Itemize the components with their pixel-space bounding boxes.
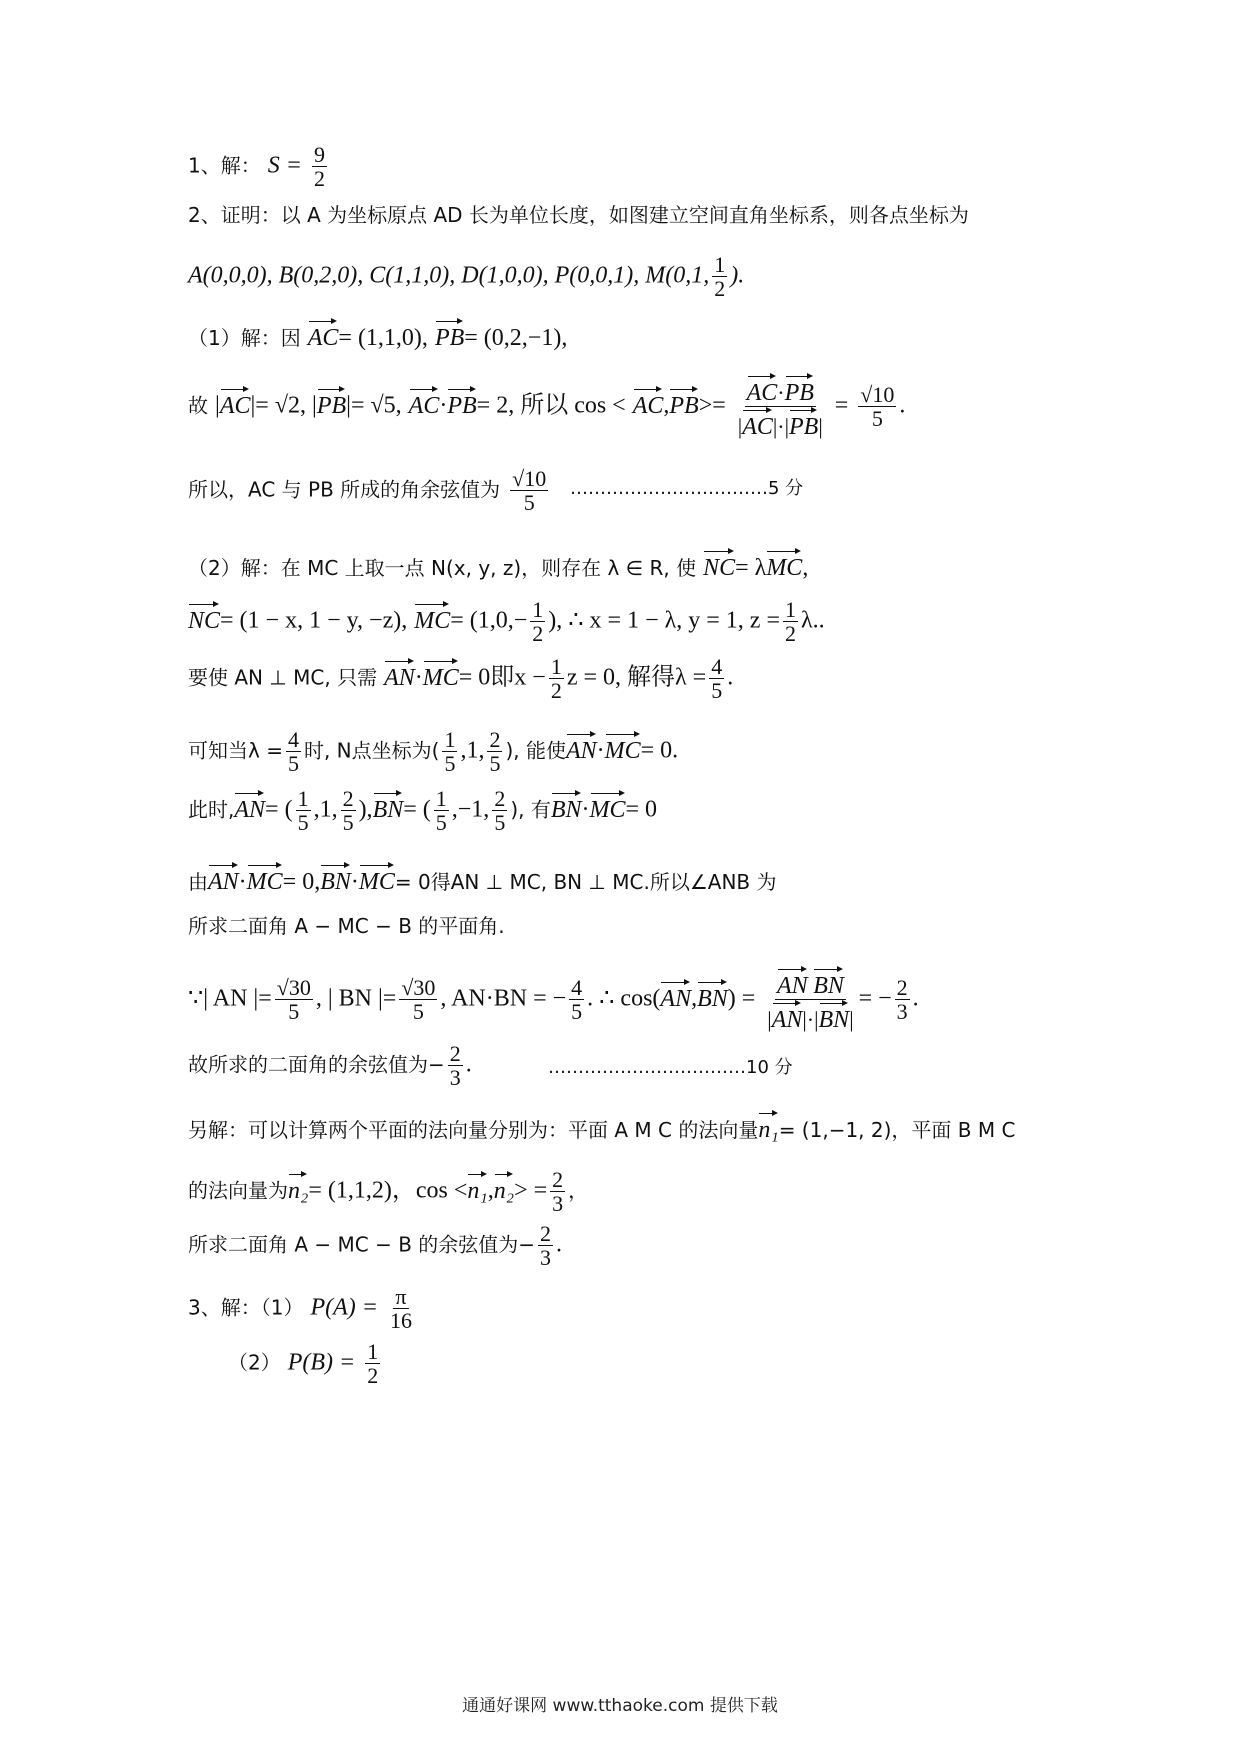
part2-line4: 可知当λ = $\frac{4}{5}$ 时, N点坐标为( $\frac{1}{5}$ ,1, $\frac{2}{5}$ ), 能使AN·MC= 0.	[188, 727, 679, 777]
part1-line1: （1）解：因 AC= (1,1,0), PB= (0,2,−1),	[188, 318, 567, 350]
part2-conclusion: 故所求的二面角的余弦值为− $\frac{2}{3}$ .	[188, 1041, 472, 1091]
q3-line2: （2） P(B) = $\frac{1}{2}$	[228, 1339, 379, 1389]
part2-line1: （2）解：在 MC 上取一点 N(x, y, z)，则存在 λ ∈ R, 使 NC= λMC,	[188, 548, 808, 580]
alt-line2: 的法向量为n₂= (1,1,2)，cos <n₁,n₂> = $\frac{2}{3}$ ，	[188, 1167, 589, 1217]
vec-AC: AC	[308, 318, 339, 350]
cos-fraction: $\frac{AC\cdot PB}{|AC|\cdot|PB|}$	[736, 373, 825, 440]
q1-line	[188, 143, 330, 190]
q1-label: 1、解：	[188, 153, 261, 178]
q1-expr: S =	[267, 152, 302, 179]
q3-line1: 3、解：（1） P(A) = $\frac{\pi}{16}$	[188, 1284, 412, 1334]
alt-line1: 另解：可以计算两个平面的法向量分别为：平面 A M C 的法向量n₁= (1,−1, 2)，平面 B M C	[188, 1110, 1015, 1142]
q2-coords: A(0,0,0), B(0,2,0), C(1,1,0), D(1,0,0), P(0,0,1), M(0,1, $\frac{1}{2}$ ).	[188, 252, 745, 302]
part2-line6: 由AN·MC= 0,BN·MC= 0得AN ⊥ MC, BN ⊥ MC.所以∠ANB 为	[188, 862, 777, 894]
alt-line3: 所求二面角 A − MC − B 的余弦值为− $\frac{2}{3}$ .	[188, 1221, 563, 1271]
part2-line3: 要使 AN ⊥ MC, 只需 AN·MC= 0即x − $\frac{1}{2}$ z = 0, 解得λ = $\frac{4}{5}$ .	[188, 654, 734, 704]
q2-intro: 2、证明：以 A 为坐标原点 AD 长为单位长度，如图建立空间直角坐标系，则各点坐标为	[188, 203, 969, 227]
part1-conclusion: 所以，AC 与 PB 所成的角余弦值为 $\frac{√10}{5}$	[188, 466, 547, 516]
part2-line2: NC= (1 − x, 1 − y, −z), MC= (1,0,− $\frac{1}{2}$ ), ∴ x = 1 − λ, y = 1, z = $\frac{1}{2}$ λ..	[188, 597, 825, 647]
part2-line5: 此时,AN= ( $\frac{1}{5}$ ,1, $\frac{2}{5}$ ),BN= ( $\frac{1}{5}$ ,−1, $\frac{2}{5}$ ), 有BN·MC= 0	[188, 786, 658, 836]
score-10: ……………………………10 分	[548, 1057, 793, 1078]
part2-line8: ∵| AN |= $\frac{√30}{5}$ , | BN |= $\frac{√30}{5}$ , AN·BN = − $\frac{4}{5}$ . ∴ cos(AN,BN) = $\frac{\text{AN BN}}{|AN|\cdot|BN|}$ = − $\frac{2}{3}$ .	[188, 966, 919, 1033]
vec-PB: PB	[435, 318, 464, 350]
footer-text: 通通好课网 www.tthaoke.com 提供下载	[462, 1696, 778, 1716]
score-5: ……………………………5 分	[570, 478, 804, 499]
q1-fraction: $\frac{9}{2}$	[313, 142, 325, 192]
part1-line2: 故 |AC|= √2, |PB|= √5, AC·PB= 2, 所以 cos < AC,PB>= $\frac{AC\cdot PB}{|AC|\cdot|PB|}$ = $\frac{√10}{5}$ .	[188, 373, 905, 440]
part2-line7: 所求二面角 A − MC − B 的平面角.	[188, 914, 505, 938]
